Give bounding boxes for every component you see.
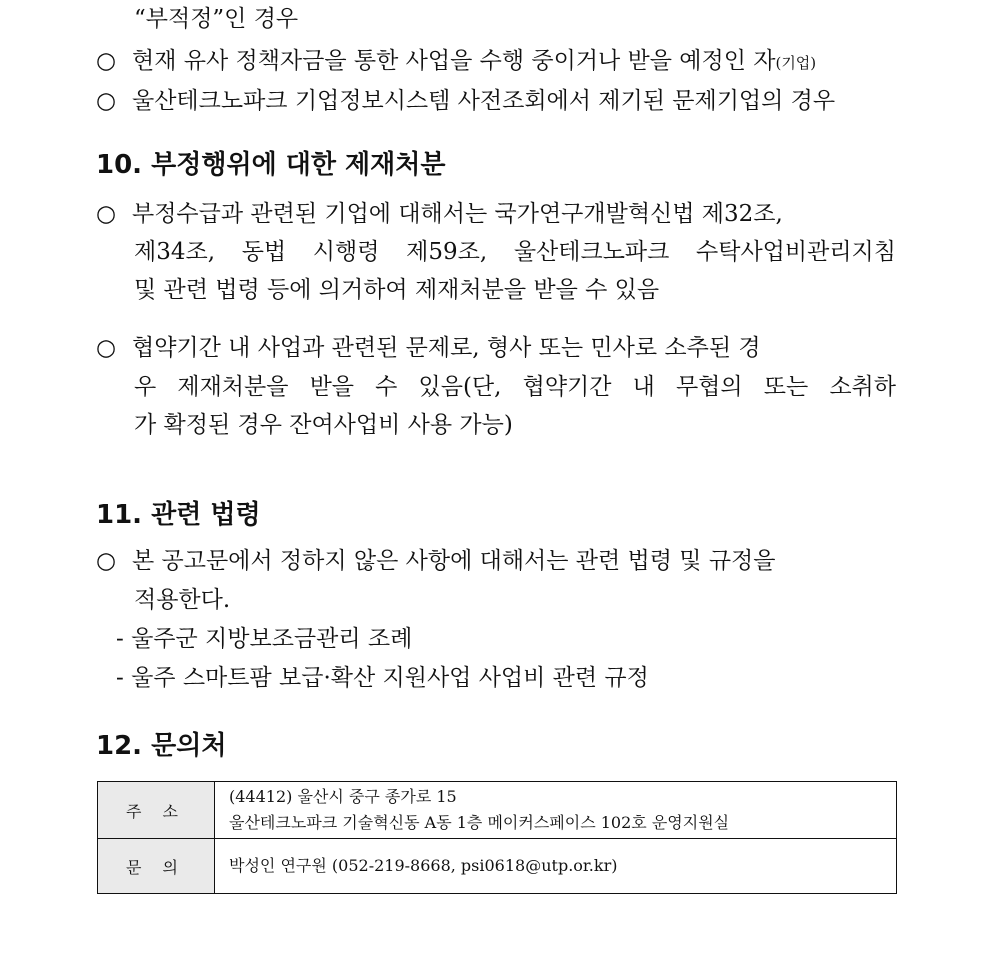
section-10-item1-line1: [96, 199, 896, 229]
address-line2: 울산테크노파크 기술혁신동 A동 1층 메이커스페이스 102호 운영지원실: [229, 813, 730, 832]
top-continuation: “부적정”인 경우: [134, 6, 299, 32]
section-10-title: 10. 부정행위에 대한 제재처분: [96, 150, 446, 180]
bullet: ○: [96, 88, 117, 114]
law-item-ordinance: - 울주군 지방보조금관리 조례: [116, 626, 413, 652]
section-10-item2-line3: 가 확정된 경우 잔여사업비 사용 가능): [134, 412, 513, 438]
section-11-item1-line2: 적용한다.: [134, 587, 231, 613]
table-row: [98, 839, 897, 894]
paragraph-text: 본 공고문에서 정하지 않은 사항에 대해서는 관련 법령 및 규정을: [132, 548, 776, 574]
list-item-similar-funds: [96, 46, 896, 78]
contact-table: [97, 781, 897, 894]
bullet: ○: [96, 335, 117, 361]
address-label: 주 소: [98, 782, 215, 839]
section-11-title: 11. 관련 법령: [96, 500, 261, 530]
list-item-problem-company: [96, 86, 896, 116]
section-11-item1-line1: [96, 546, 896, 576]
section-10-item1-line3: 및 관련 법령 등에 의거하여 제재처분을 받을 수 있음: [134, 277, 660, 303]
section-10-item2-line2: 우 제재처분을 받을 수 있음(단, 협약기간 내 무협의 또는 소취하: [134, 374, 896, 400]
section-10-item1-line2: 제34조, 동법 시행령 제59조, 울산테크노파크 수탁사업비관리지침: [134, 239, 896, 265]
paragraph-text: 협약기간 내 사업과 관련된 문제로, 형사 또는 민사로 소추된 경: [132, 335, 761, 361]
inquiry-label: 문 의: [98, 839, 215, 894]
bullet: ○: [96, 48, 117, 74]
inquiry-value: 박성인 연구원 (052-219-8668, psi0618@utp.or.kr): [215, 839, 897, 894]
bullet: ○: [96, 548, 117, 574]
table-row: [98, 782, 897, 839]
paragraph-text: 부정수급과 관련된 기업에 대해서는 국가연구개발혁신법 제32조,: [132, 201, 783, 227]
section-10-item2-line1: [96, 333, 896, 363]
law-item-regulation: - 울주 스마트팜 보급·확산 지원사업 사업비 관련 규정: [116, 665, 649, 691]
bullet: ○: [96, 201, 117, 227]
list-item-text: 울산테크노파크 기업정보시스템 사전조회에서 제기된 문제기업의 경우: [132, 88, 836, 114]
address-value: [215, 782, 897, 839]
list-item-text: 현재 유사 정책자금을 통한 사업을 수행 중이거나 받을 예정인 자: [132, 48, 776, 74]
list-item-suffix: (기업): [775, 54, 817, 72]
address-line1: (44412) 울산시 중구 종가로 15: [229, 787, 457, 806]
section-12-title: 12. 문의처: [96, 731, 227, 761]
